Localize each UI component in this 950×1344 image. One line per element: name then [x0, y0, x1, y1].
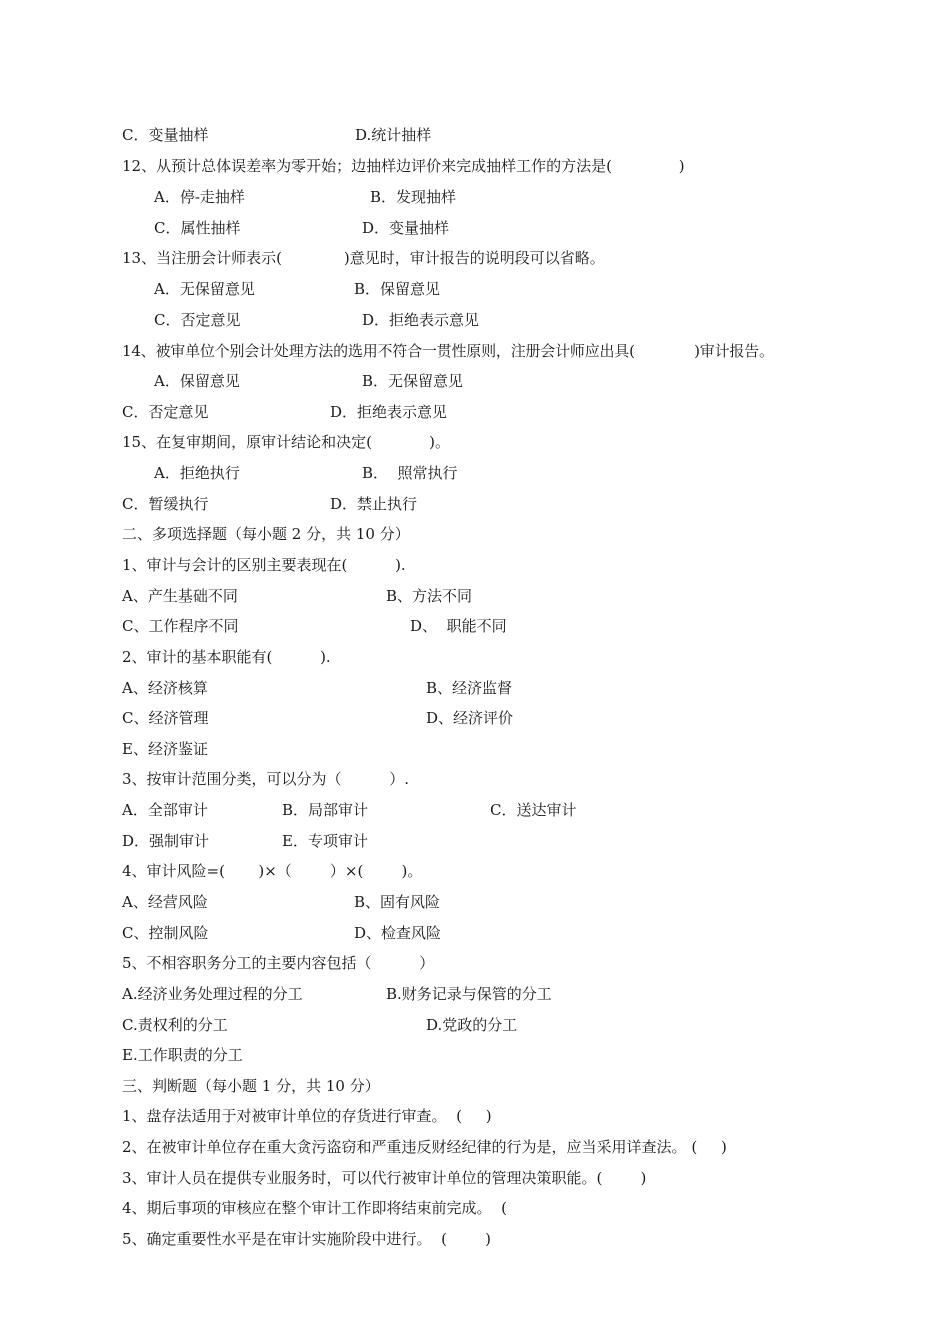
question-14 [0, 340, 774, 362]
option-b: B．保留意见 [354, 280, 441, 298]
judgement-1 [0, 1105, 492, 1127]
option-a: A、产生基础不同 [122, 587, 238, 605]
option-a: A.经济业务处理过程的分工 [122, 985, 303, 1003]
option-d: D、检查风险 [354, 924, 442, 942]
question-5 [0, 952, 435, 974]
option-c: C．属性抽样 [154, 219, 241, 237]
option-d: D、 职能不同 [410, 617, 507, 635]
option-line [0, 1044, 243, 1066]
option-e: E、经济鉴证 [122, 740, 208, 758]
section-heading: 三、判断题（每小题 1 分，共 10 分） [122, 1077, 380, 1095]
option-line [0, 615, 507, 637]
question-text: 5、确定重要性水平是在审计实施阶段中进行。 ( ) [122, 1230, 491, 1248]
option-b: B．局部审计 [282, 801, 369, 819]
option-d: D.党政的分工 [426, 1016, 518, 1034]
judgement-3 [0, 1167, 647, 1189]
question-text: 1、审计与会计的区别主要表现在( ). [122, 556, 406, 574]
question-text: 13、当注册会计师表示( )意见时，审计报告的说明段可以省略。 [122, 249, 605, 267]
option-line [0, 462, 458, 484]
option-d: D．强制审计 [122, 832, 210, 850]
option-line [0, 186, 457, 208]
option-a: A、经济核算 [122, 679, 208, 697]
question-text: 12、从预计总体误差率为零开始；边抽样边评价来完成抽样工作的方法是( ) [122, 157, 685, 175]
question-13 [0, 247, 605, 269]
option-line [0, 799, 577, 821]
judgement-4 [0, 1197, 507, 1219]
option-a: A．无保留意见 [154, 280, 255, 298]
question-text: 2、审计的基本职能有( ). [122, 648, 331, 666]
question-text: 5、不相容职务分工的主要内容包括（ ） [122, 954, 435, 972]
option-e: E．专项审计 [282, 832, 368, 850]
option-line [0, 738, 208, 760]
option-line [0, 677, 513, 699]
section-heading: 二、多项选择题（每小题 2 分，共 10 分） [122, 525, 410, 543]
judgement-5 [0, 1228, 491, 1250]
question-text: 4、期后事项的审核应在整个审计工作即将结束前完成。 ( [122, 1199, 507, 1217]
question-text: 14、被审单位个别会计处理方法的选用不符合一贯性原则，注册会计师应出具( )审计报告。 [122, 342, 774, 360]
option-line [0, 983, 552, 1005]
judgement-2 [0, 1136, 727, 1158]
question-15 [0, 431, 451, 453]
option-line [0, 124, 432, 146]
option-a: A．全部审计 [122, 801, 208, 819]
option-a: A、经营风险 [122, 893, 208, 911]
option-a: A．停-走抽样 [154, 188, 245, 206]
question-text: 4、审计风险=( )×（ ）×( )。 [122, 862, 423, 880]
option-line [0, 401, 448, 423]
option-c: C．否定意见 [122, 403, 209, 421]
option-a: A．拒绝执行 [154, 464, 240, 482]
option-d: D．拒绝表示意见 [330, 403, 448, 421]
option-line [0, 891, 441, 913]
option-d: D.统计抽样 [355, 126, 432, 144]
option-d: D．拒绝表示意见 [362, 311, 480, 329]
option-c: C．否定意见 [154, 311, 241, 329]
question-2 [0, 646, 331, 668]
question-text: 1、盘存法适用于对被审计单位的存货进行审查。 ( ) [122, 1107, 492, 1125]
question-1 [0, 554, 406, 576]
question-text: 15、在复审期间，原审计结论和决定( )。 [122, 433, 451, 451]
question-text: 3、按审计范围分类，可以分为（ ）. [122, 770, 409, 788]
question-12 [0, 155, 685, 177]
option-line [0, 370, 464, 392]
option-c: C．送达审计 [490, 801, 577, 819]
option-line [0, 493, 418, 515]
option-c: C.责权利的分工 [122, 1016, 228, 1034]
option-line [0, 922, 442, 944]
option-d: D、经济评价 [426, 709, 514, 727]
option-line [0, 1014, 518, 1036]
section-heading-multiple-choice [0, 523, 410, 545]
option-c: C．变量抽样 [122, 126, 209, 144]
option-b: B、方法不同 [386, 587, 473, 605]
option-b: B.财务记录与保管的分工 [386, 985, 552, 1003]
option-b: B． 照常执行 [362, 464, 458, 482]
option-c: C、控制风险 [122, 924, 209, 942]
option-d: D．变量抽样 [362, 219, 450, 237]
option-line [0, 707, 514, 729]
option-b: B、固有风险 [354, 893, 441, 911]
option-a: A．保留意见 [154, 372, 240, 390]
option-b: B．无保留意见 [362, 372, 464, 390]
question-3 [0, 768, 409, 790]
option-line [0, 585, 473, 607]
question-text: 2、在被审计单位存在重大贪污盗窃和严重违反财经纪律的行为是，应当采用详查法。 ( ) [122, 1138, 727, 1156]
option-line [0, 278, 441, 300]
option-e: E.工作职责的分工 [122, 1046, 243, 1064]
option-d: D．禁止执行 [330, 495, 418, 513]
option-c: C、经济管理 [122, 709, 209, 727]
option-b: B．发现抽样 [370, 188, 457, 206]
section-heading-true-false [0, 1075, 380, 1097]
option-b: B、经济监督 [426, 679, 513, 697]
question-text: 3、审计人员在提供专业服务时，可以代行被审计单位的管理决策职能。( ) [122, 1169, 647, 1187]
option-c: C．暂缓执行 [122, 495, 209, 513]
option-c: C、工作程序不同 [122, 617, 239, 635]
option-line [0, 309, 480, 331]
option-line [0, 830, 368, 852]
question-4 [0, 860, 423, 882]
option-line [0, 217, 450, 239]
